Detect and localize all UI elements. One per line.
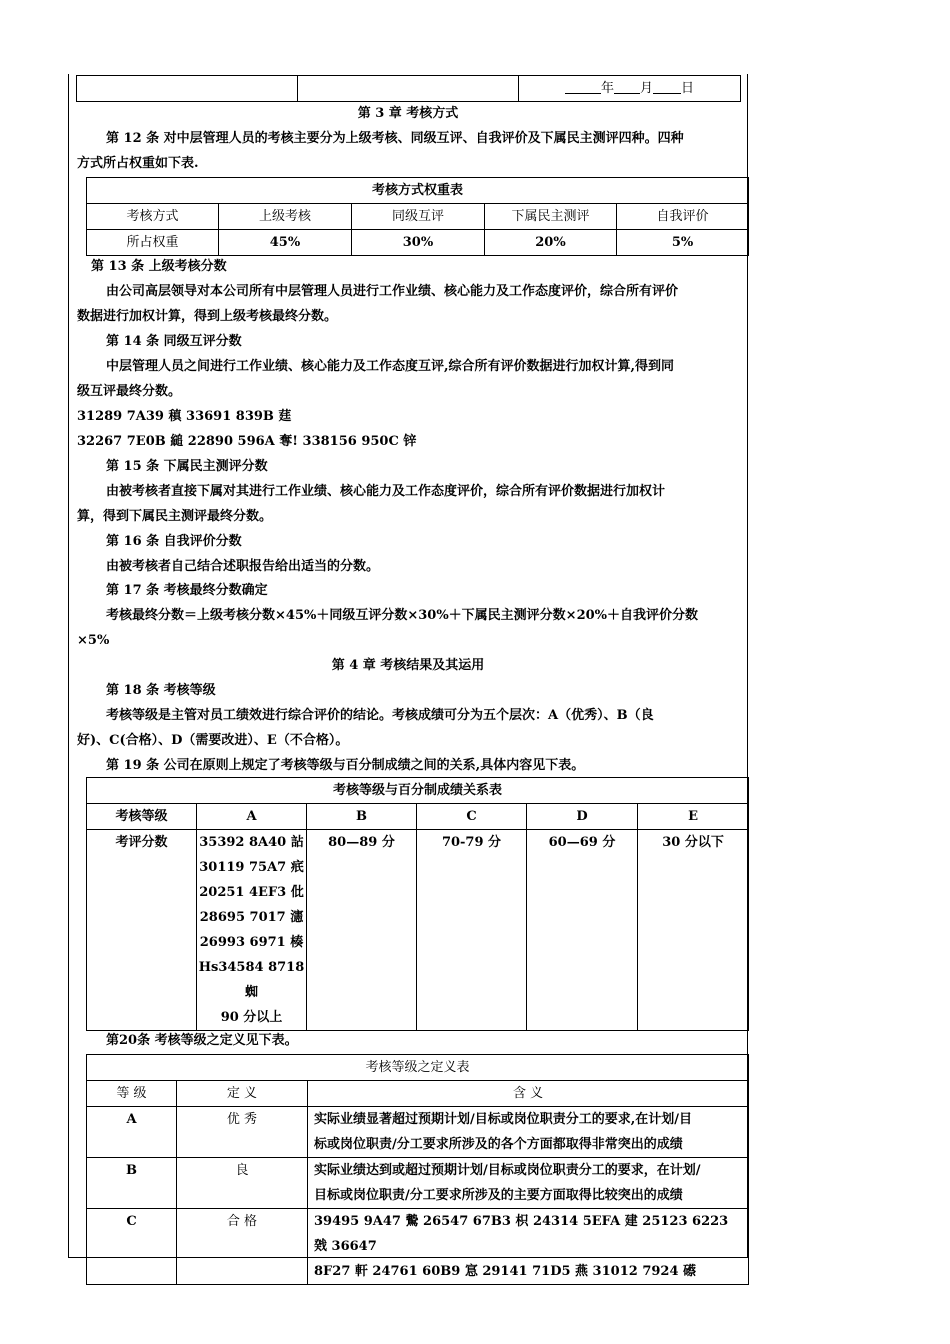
blank-cell-1 — [77, 76, 298, 102]
definition-def: 良 — [177, 1158, 308, 1209]
meaning-line: 8F27 軒 24761 60B9 悹 29141 71D5 燕 31012 7924 礤 — [314, 1264, 697, 1279]
grade-header-d: D — [527, 804, 638, 830]
article16-title: 第 16 条 自我评价分数 — [106, 534, 242, 549]
noise-line-1: 31289 7A39 稹 33691 839B 莛 — [77, 409, 292, 424]
weight-table — [86, 177, 749, 256]
score-a-line: 35392 8A40 詀 — [199, 835, 304, 850]
table-row — [87, 1107, 749, 1158]
definition-def: 合 格 — [177, 1209, 308, 1285]
month-label: 月 — [639, 81, 653, 96]
article18-line1: 考核等级是主管对员工绩效进行综合评价的结论。考核成绩可分为五个层次：A（优秀）、B（良 — [106, 708, 654, 723]
score-a-line: 蜘 — [244, 985, 258, 1000]
article14-line1: 中层管理人员之间进行工作业绩、核心能力及工作态度互评,综合所有评价数据进行加权计算,得到同 — [106, 359, 675, 374]
year-label: 年 — [600, 81, 614, 96]
score-a-line: 28695 7017 瀗 — [199, 910, 304, 925]
article13-title: 第 13 条 上级考核分数 — [91, 259, 227, 274]
article19-line1: 第 19 条 公司在原则上规定了考核等级与百分制成绩之间的关系,具体内容见下表。 — [106, 758, 585, 773]
grade-definition-table — [86, 1054, 749, 1285]
definition-meaning — [308, 1158, 749, 1209]
grade-header-e: E — [638, 804, 749, 830]
score-cell-b: 80—89 分 — [307, 830, 417, 1031]
weight-header-subordinate: 下属民主测评 — [485, 204, 617, 230]
article14-title: 第 14 条 同级互评分数 — [106, 334, 242, 349]
chapter4-title: 第 4 章 考核结果及其运用 — [331, 658, 485, 673]
score-a-line: 20251 4EF3 仳 — [199, 885, 304, 900]
score-a-line: 26993 6971 楱 — [199, 935, 304, 950]
score-a-line: Hs34584 8718 — [198, 960, 305, 975]
article12-line2: 方式所占权重如下表. — [77, 156, 199, 171]
grade-header-c: C — [417, 804, 527, 830]
article18-title: 第 18 条 考核等级 — [106, 683, 216, 698]
definition-grade: B — [87, 1158, 177, 1209]
weight-value-superior: 45% — [219, 230, 352, 256]
weight-value-self: 5% — [617, 230, 749, 256]
article13-line1: 由公司高层领导对本公司所有中层管理人员进行工作业绩、核心能力及工作态度评价，综合所有评价 — [106, 284, 679, 299]
grade-score-table — [86, 777, 749, 1031]
article15-line1: 由被考核者直接下属对其进行工作业绩、核心能力及工作态度评价，综合所有评价数据进行加权计 — [106, 484, 666, 499]
article12-line1: 第 12 条 对中层管理人员的考核主要分为上级考核、同级互评、自我评价及下属民主测评四种。四种 — [106, 131, 684, 146]
definition-def: 优 秀 — [177, 1107, 308, 1158]
article18-line2: 好)、C(合格）、D（需要改进）、E（不合格）。 — [77, 733, 349, 748]
score-cell-a — [197, 830, 307, 1031]
definition-grade: A — [87, 1107, 177, 1158]
article14-line2: 级互评最终分数。 — [77, 384, 182, 399]
definition-table-title: 考核等级之定义表 — [87, 1055, 749, 1081]
score-cell-e: 30 分以下 — [638, 830, 749, 1031]
weight-row-label: 所占权重 — [87, 230, 219, 256]
table-row — [87, 1158, 749, 1209]
grade-header-b: B — [307, 804, 417, 830]
day-label: 日 — [681, 81, 695, 96]
definition-header-grade: 等 级 — [87, 1081, 177, 1107]
table-row — [87, 1209, 749, 1285]
weight-header-self: 自我评价 — [617, 204, 749, 230]
weight-value-peer: 30% — [352, 230, 485, 256]
article15-title: 第 15 条 下属民主测评分数 — [106, 459, 268, 474]
definition-grade: C — [87, 1209, 177, 1285]
article17-line2: ×5% — [77, 633, 110, 648]
score-cell-d: 60—69 分 — [527, 830, 638, 1031]
weight-table-title: 考核方式权重表 — [87, 178, 749, 204]
signature-row-table — [76, 75, 741, 102]
score-a-line: 30119 75A7 疧 — [199, 860, 304, 875]
weight-header-superior: 上级考核 — [219, 204, 352, 230]
grade-header-label: 考核等级 — [87, 804, 197, 830]
meaning-line: 39495 9A47 驇 26547 67B3 枳 24314 5EFA 建 25123 6223 戣 36647 — [314, 1214, 729, 1254]
definition-header-meaning: 含 义 — [308, 1081, 749, 1107]
article17-title: 第 17 条 考核最终分数确定 — [106, 583, 268, 598]
definition-meaning — [308, 1107, 749, 1158]
article16-line1: 由被考核者自己结合述职报告给出适当的分数。 — [106, 559, 380, 574]
meaning-line: 实际业绩达到或超过预期计划/目标或岗位职责分工的要求，在计划/ — [314, 1163, 701, 1178]
grade-score-table-title: 考核等级与百分制成绩关系表 — [87, 778, 749, 804]
blank-cell-2 — [298, 76, 519, 102]
date-cell — [519, 76, 741, 102]
definition-meaning — [308, 1209, 749, 1285]
article15-line2: 算，得到下属民主测评最终分数。 — [77, 509, 273, 524]
article17-line1: 考核最终分数＝上级考核分数×45%＋同级互评分数×30%＋下属民主测评分数×20%＋自我评价分数 — [106, 608, 699, 623]
grade-header-a: A — [197, 804, 307, 830]
meaning-line: 目标或岗位职责/分工要求所涉及的主要方面取得比较突出的成绩 — [314, 1188, 683, 1203]
score-a-line: 90 分以上 — [220, 1010, 283, 1025]
score-row-label: 考评分数 — [87, 830, 197, 1031]
definition-header-def: 定 义 — [177, 1081, 308, 1107]
article13-line2: 数据进行加权计算，得到上级考核最终分数。 — [77, 309, 338, 324]
weight-header-method: 考核方式 — [87, 204, 219, 230]
weight-value-subordinate: 20% — [485, 230, 617, 256]
meaning-line: 标或岗位职责/分工要求所涉及的各个方面都取得非常突出的成绩 — [314, 1137, 683, 1152]
noise-line-2: 32267 7E0B 縋 22890 596A 奪! 338156 950C 锌 — [77, 434, 417, 449]
weight-header-peer: 同级互评 — [352, 204, 485, 230]
score-cell-c: 70-79 分 — [417, 830, 527, 1031]
article20-line1: 第20条 考核等级之定义见下表。 — [106, 1033, 298, 1048]
chapter3-title: 第 3 章 考核方式 — [357, 106, 459, 121]
meaning-line: 实际业绩显著超过预期计划/目标或岗位职责分工的要求,在计划/目 — [314, 1112, 693, 1127]
